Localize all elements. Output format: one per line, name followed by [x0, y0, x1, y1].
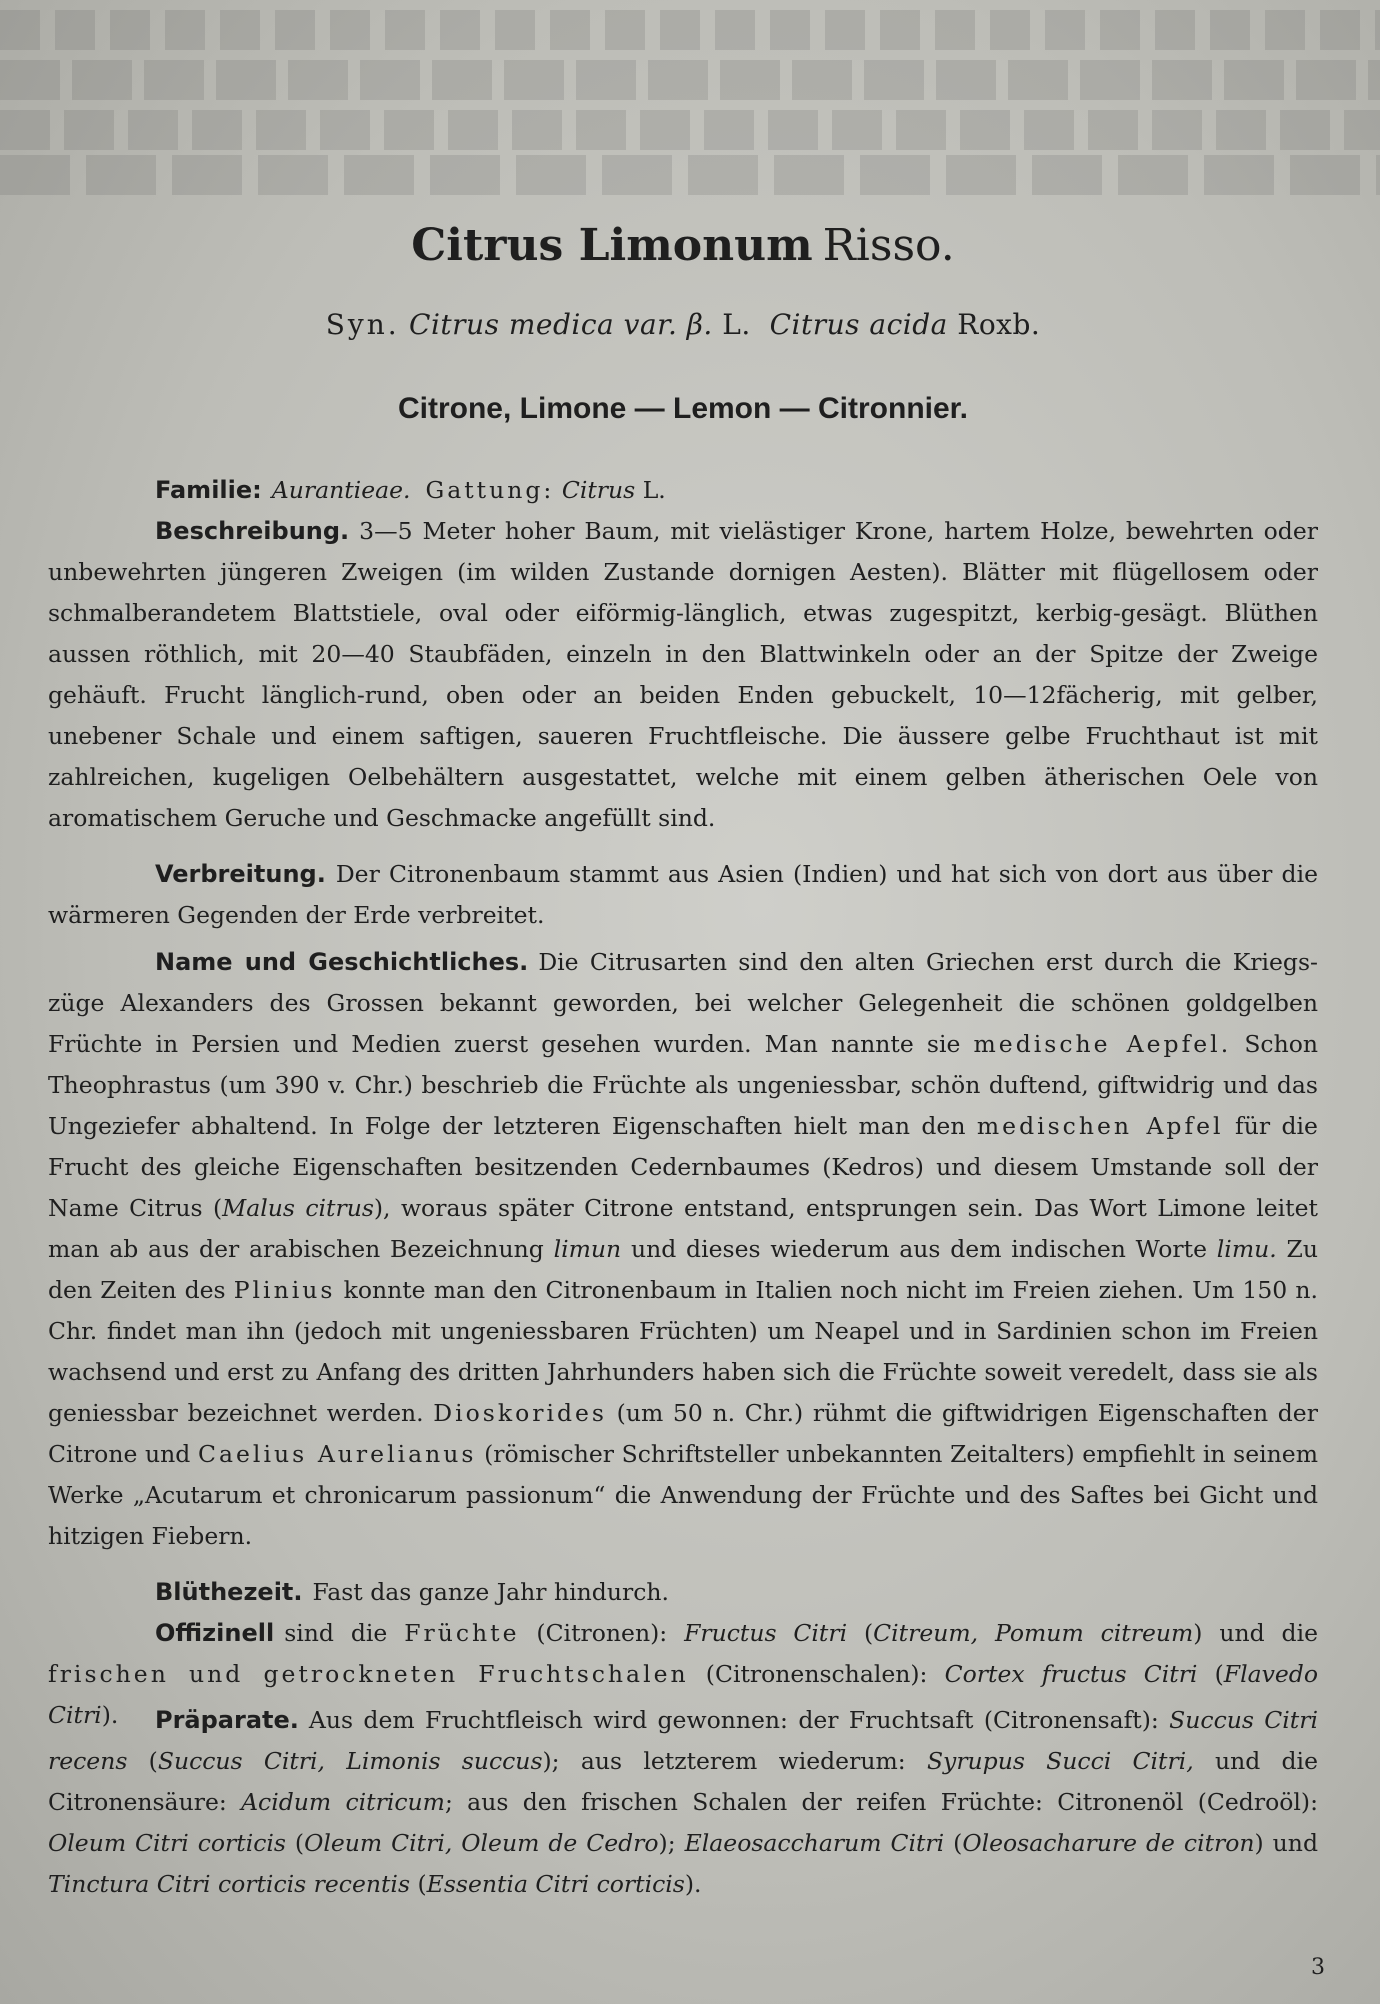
latin-term: Malus citrus [222, 1194, 374, 1222]
genus-label: Gattung: [425, 476, 555, 504]
family-name: Aurantieae. [271, 476, 411, 504]
latin-term: Succus Citri, Limonis succus [157, 1747, 543, 1775]
syn-author-1: L. [722, 308, 751, 341]
geschichte-text: Die Citrusarten sind den alten Griechen erst durch die Kriegszüge Alexanders des Grossen bekannt geworden, bei welcher Gelegenheit die schönen goldgelben Früchte in Persien und Medien zuerst gesehen wurden. Man nannte sie [48, 948, 1318, 1058]
author-name: Plinius [233, 1276, 336, 1304]
praeparate-text: ); [658, 1829, 676, 1857]
praeparate-text: Aus dem Fruchtfleisch wird gewonnen: der Fruchtsaft (Citronensaft): [308, 1706, 1159, 1734]
geschichte-text: (um 50 n. Chr.) rühmt die giftwidrigen Eigenschaften der Citrone und [48, 1399, 1318, 1468]
genus-name: Citrus [561, 476, 636, 504]
latin-term: Citreum, Pomum citreum [873, 1619, 1194, 1647]
latin-term: Tinctura Citri corticis recentis [48, 1870, 411, 1898]
geschichte-text: Schon Theophrastus (um 390 v. Chr.) beschrieb die Früchte als ungeniessbar, schön duftend, giftwidrig und das Ungeziefer abhaltend. In Folge der letzteren Eigenschaften hielt man den [48, 1030, 1318, 1140]
latin-term: Cortex fructus Citri [944, 1660, 1198, 1688]
geschichte-text: ), woraus später Citrone entstand, entsprungen sein. Das Wort Limone leitet man ab aus der arabischen Bezeichnung [48, 1194, 1318, 1263]
latin-term: Succus Citri recens [48, 1706, 1318, 1775]
offizinell-text: ( [1214, 1660, 1224, 1688]
offizinell-text: sind die [284, 1619, 388, 1647]
latin-term: Syrupus Succi Citri, [926, 1747, 1194, 1775]
geschichte-heading: Name und Geschichtliches. [155, 948, 529, 976]
praeparate-text: und die Citronensäure: [48, 1747, 1318, 1816]
latin-term: Acidum citricum [241, 1788, 445, 1816]
common-names: Citrone, Limone — Lemon — Citronnier. [397, 392, 969, 425]
bluethezeit-heading: Blüthezeit. [155, 1578, 303, 1606]
latin-term: limu. [1216, 1235, 1277, 1263]
praeparate-text: ( [148, 1747, 158, 1775]
latin-term: Flavedo Citri [48, 1660, 1318, 1729]
spaced-term: Früchte [404, 1619, 520, 1647]
family-paragraph [48, 470, 1318, 511]
latin-term: Essentia Citri corticis [426, 1870, 685, 1898]
synonym-line [48, 308, 1318, 341]
bleed-through-text [0, 0, 1380, 200]
page-title [48, 220, 1318, 271]
bluethezeit-paragraph [48, 1572, 1318, 1613]
spaced-term: medische Aepfel. [973, 1030, 1232, 1058]
praeparate-text: ); aus letzterem wiederum: [542, 1747, 906, 1775]
page-number: 3 [1311, 1955, 1325, 1980]
geschichte-text: Zu den Zeiten des [48, 1235, 1318, 1304]
praeparate-text: ). [684, 1870, 702, 1898]
latin-term: Oleum Citri corticis [48, 1829, 286, 1857]
beschreibung-heading: Beschreibung. [155, 517, 350, 545]
geschichte-paragraph [48, 942, 1318, 1557]
praeparate-text: ( [417, 1870, 427, 1898]
latin-term: Oleosacharure de citron [962, 1829, 1255, 1857]
syn-author-2: Roxb. [957, 308, 1041, 341]
title-genus: Citrus Limonum [411, 220, 813, 271]
offizinell-text: ( [864, 1619, 874, 1647]
beschreibung-paragraph [48, 511, 1318, 839]
spaced-term: medischen Apfel [976, 1112, 1224, 1140]
praeparate-text: ; aus den frischen Schalen der reifen Früchte: Citronenöl (Cedroöl): [444, 1788, 1318, 1816]
title-author: Risso. [822, 220, 955, 271]
syn-label: Syn. [325, 308, 400, 341]
latin-term: Fructus Citri [684, 1619, 848, 1647]
bluethezeit-text: Fast das ganze Jahr hindurch. [312, 1578, 669, 1606]
praeparate-text: ( [294, 1829, 305, 1857]
genus-author: L. [642, 476, 666, 504]
latin-term: Elaeosaccharum Citri [684, 1829, 945, 1857]
offizinell-text: ) und die [1193, 1619, 1318, 1647]
praeparate-text: ( [953, 1829, 963, 1857]
syn-name-1: Citrus medica var. β. [409, 308, 713, 341]
verbreitung-heading: Verbreitung. [155, 860, 326, 888]
praeparate-paragraph [48, 1700, 1318, 1905]
geschichte-text: und dieses wiederum aus dem indischen Worte [630, 1235, 1207, 1263]
latin-term: Oleum Citri, Oleum de Cedro [304, 1829, 659, 1857]
latin-term: limun [553, 1235, 622, 1263]
offizinell-heading: Offizinell [155, 1619, 275, 1647]
verbreitung-paragraph [48, 854, 1318, 936]
author-name: Caelius Aurelianus [198, 1440, 477, 1468]
verbreitung-text: Der Citronenbaum stammt aus Asien (Indien) und hat sich von dort aus über die wärmeren Gegenden der Erde verbreitet. [48, 860, 1318, 929]
offizinell-text: (Citronen): [536, 1619, 668, 1647]
geschichte-text: für die Frucht des gleiche Eigenschaften besitzenden Cedernbaumes (Kedros) und diesem Umstande soll der Name Citrus ( [48, 1112, 1318, 1222]
spaced-term: frischen und getrockneten Fruchtschalen [48, 1660, 689, 1688]
geschichte-text: konnte man den Citronenbaum in Italien noch nicht im Freien ziehen. Um 150 n. Chr. findet man ihn (jedoch mit ungeniessbaren Früchten) um Neapel und in Sardinien schon im Freien wachsend und erst zu Anfang des dritten Jahrhunders haben sich die Früchte soweit veredelt, dass sie als geniessbar bezeichnet werden. [48, 1276, 1318, 1427]
praeparate-heading: Präparate. [155, 1706, 299, 1734]
author-name: Dioskorides [433, 1399, 607, 1427]
geschichte-text: (römischer Schriftsteller unbekannten Zeitalters) empfiehlt in seinem Werke „Acutarum et chronicarum passionum“ die Anwendung der Früchte und des Saftes bei Gicht und hitzigen Fiebern. [48, 1440, 1318, 1550]
beschreibung-text: 3—5 Meter hoher Baum, mit vielästiger Krone, hartem Holze, bewehrten oder unbewehrten jüngeren Zweigen (im wilden Zustande dornigen Aesten). Blätter mit flügellosem oder schmalberandetem Blattstiele, oval oder eiförmig-länglich, etwas zugespitzt, kerbig-gesägt. Blüthen aussen röthlich, mit 20—40 Staubfäden, einzeln in den Blattwinkeln oder an der Spitze der Zweige gehäuft. Frucht länglich-rund, oben oder an beiden Enden gebuckelt, 10—12fächerig, mit gelber, unebener Schale und einem saftigen, saueren Fruchtfleische. Die äussere gelbe Fruchthaut ist mit zahlreichen, kugeligen Oelbehältern ausgestattet, welche mit einem gelben ätherischen Oele von aromatischem Geruche und Geschmacke angefüllt sind. [48, 517, 1318, 832]
family-heading: Familie: [155, 476, 262, 504]
syn-name-2: Citrus acida [769, 308, 948, 341]
offizinell-text: ). [101, 1701, 119, 1729]
praeparate-text: ) und [1254, 1829, 1318, 1857]
offizinell-text: (Citronenschalen): [705, 1660, 928, 1688]
